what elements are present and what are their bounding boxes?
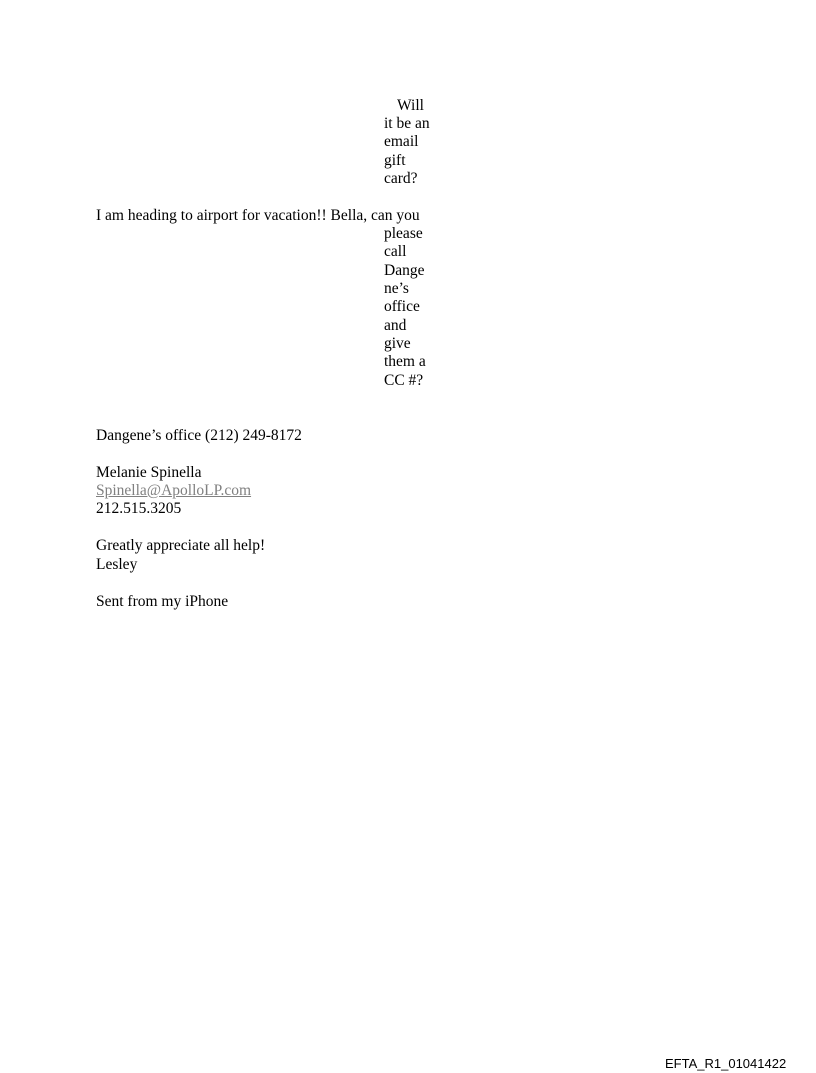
dangene-office-line: Dangene’s office (212) 249-8172 <box>96 427 302 444</box>
request-line-7: give <box>384 335 411 352</box>
contact-name: Melanie Spinella <box>96 464 202 481</box>
request-line-1: please <box>384 225 423 242</box>
request-line-9: CC #? <box>384 372 424 389</box>
request-line-5: office <box>384 298 420 315</box>
request-line-2: call <box>384 243 407 260</box>
contact-phone: 212.515.3205 <box>96 500 182 517</box>
bates-number: EFTA_R1_01041422 <box>665 1056 787 1071</box>
question-line-2: it be an <box>384 115 430 132</box>
request-lead-text: I am heading to airport for vacation!! Bella, can you <box>96 207 420 224</box>
closing-thanks: Greatly appreciate all help! <box>96 537 266 554</box>
question-line-3: email <box>384 133 419 150</box>
question-line-4: gift <box>384 152 406 169</box>
sent-from-line: Sent from my iPhone <box>96 593 229 610</box>
contact-email-link[interactable]: Spinella@ApolloLP.com <box>96 482 252 499</box>
closing-signature: Lesley <box>96 556 138 573</box>
request-line-4: ne’s <box>384 280 409 297</box>
request-line-8: them a <box>384 353 426 370</box>
request-line-6: and <box>384 317 407 334</box>
request-line-3: Dange <box>384 262 425 279</box>
question-line-5: card? <box>384 170 418 187</box>
question-line-1: Will <box>397 97 424 114</box>
